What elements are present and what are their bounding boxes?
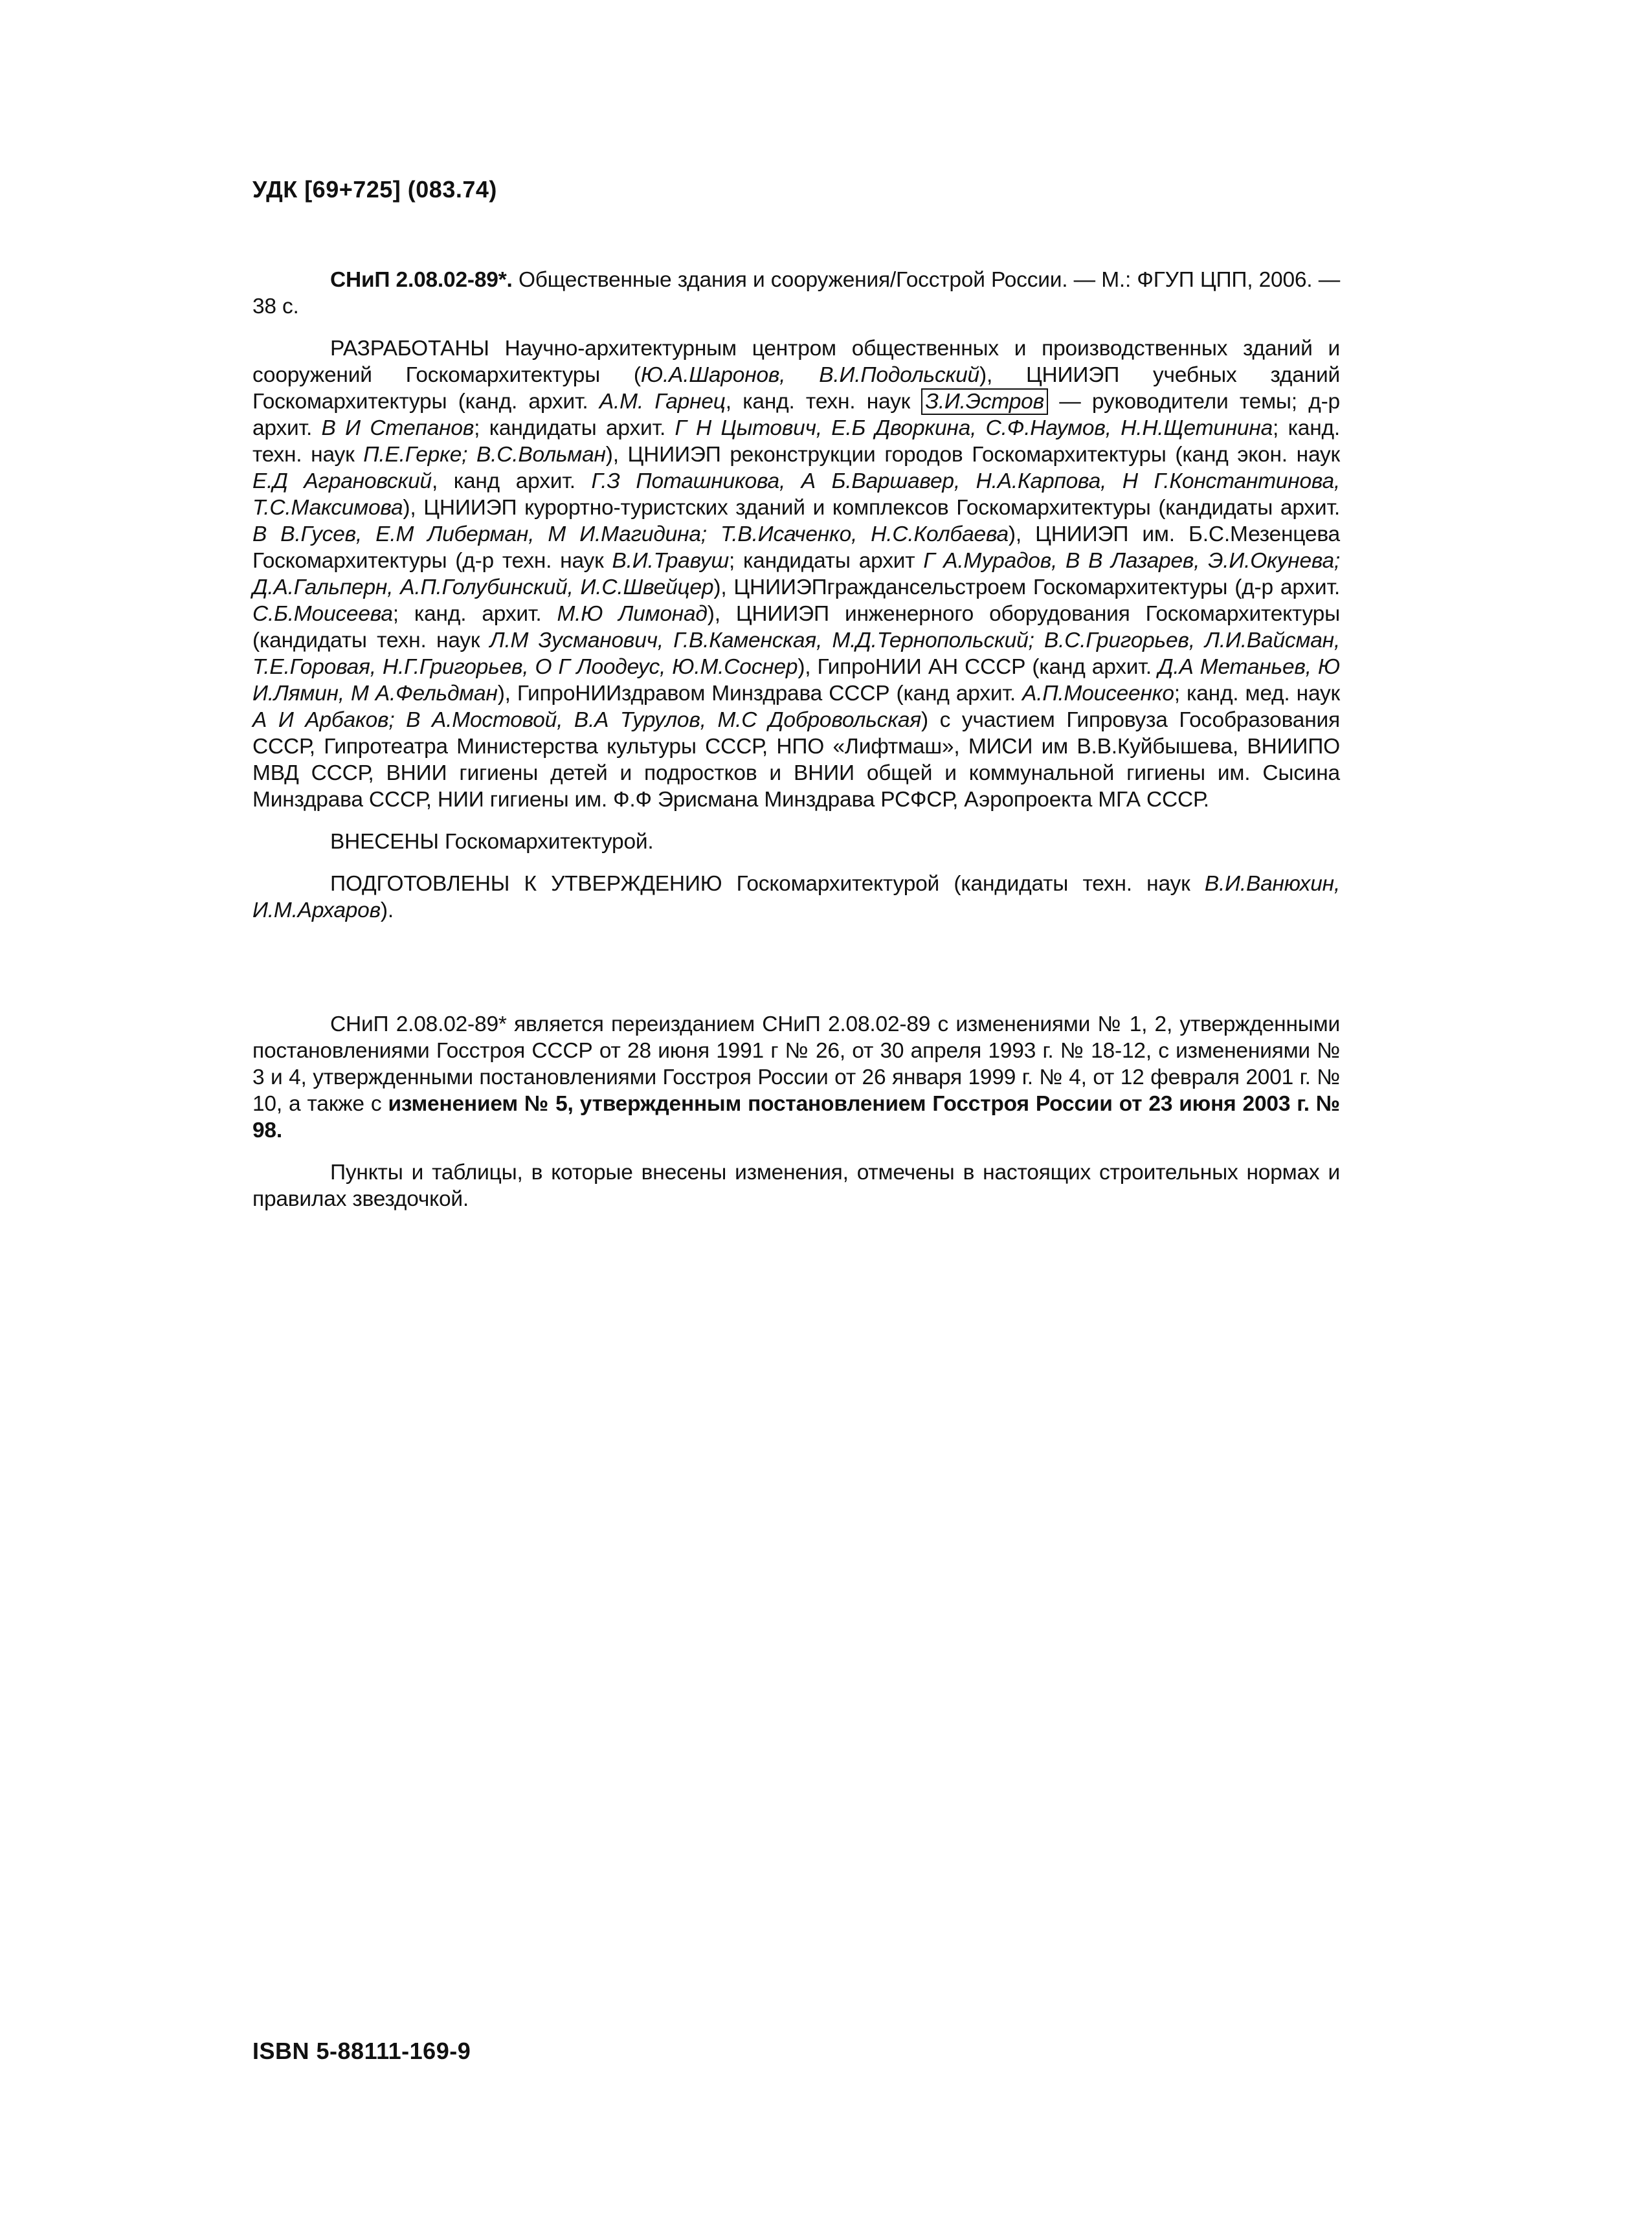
isbn-number: ISBN 5-88111-169-9 (252, 2038, 471, 2064)
text-run: ; канд. техн. наук (252, 416, 1340, 467)
text-run: ), ЦНИИЭП инженерного оборудования Госкомархитектуры (кандидаты техн. наук (252, 602, 1340, 652)
text-run: ; канд. мед. наук (1174, 682, 1341, 706)
developers-paragraph (252, 335, 1340, 813)
author-names: Г.З Поташникова, А Б.Варшавер, Н.А.Карпова, Н Г.Константинова, Т.С.Максимова (252, 469, 1340, 520)
text-run: ПОДГОТОВЛЕНЫ К УТВЕРЖДЕНИЮ Госкомархитектурой (кандидаты техн. наук (330, 872, 1205, 896)
text-run: ), ЦНИИЭПграждансельстроем Госкомархитектуры (д-р архит. (713, 575, 1340, 599)
text-run: ) с участием Гипровуза Гособразования СССР, Гипротеатра Министерства культуры СССР, НПО «Лифтмаш», МИСИ им В.В.Куйбышева, ВНИИПО МВД СССР, ВНИИ гигиены детей и подростков и ВНИИ общей и коммунальной гигиены им. Сысина Минздрава СССР, НИИ гигиены им. Ф.Ф Эрисмана Минздрава РСФСР, Аэропроекта МГА СССР. (252, 708, 1340, 812)
prepared-paragraph (252, 871, 1340, 924)
text-run: ; канд. архит. (392, 602, 557, 626)
text-run: РАЗРАБОТАНЫ Научно-архитектурным центром общественных и производственных зданий и сооружений Госкомархитектуры ( (252, 337, 1340, 387)
text-run: , канд архит. (431, 469, 592, 493)
author-names: Г Н Цытович, Е.Б Дворкина, С.Ф.Наумов, Н.Н.Щетинина (675, 416, 1273, 440)
author-names: В В.Гусев, Е.М Либерман, М И.Магидина; Т.В.Исаченко, Н.С.Колбаева (252, 522, 1009, 546)
reissue-block (252, 1011, 1340, 1228)
text-run: ), ЦНИИЭП реконструкции городов Госкомархитектуры (канд экон. наук (605, 443, 1340, 467)
author-names: С.Б.Моисеева (252, 602, 393, 626)
text-run: ), ЦНИИЭП им. Б.С.Мезенцева Госкомархитектуры (д-р техн. наук (252, 522, 1340, 573)
author-names: Ю.А.Шаронов, В.И.Подольский (640, 363, 979, 387)
author-names: Е.Д Аграновский (252, 469, 432, 493)
text-run: ). (380, 898, 394, 922)
udk-code: УДК [69+725] (083.74) (252, 176, 497, 203)
author-names: Л.М Зусманович, Г.В.Каменская, М.Д.Тернопольский; В.С.Григорьев, Л.И.Вайсман, Т.Е.Горовая, Н.Г.Григорьев, О Г Лоодеус, Ю.М.Соснер (252, 629, 1340, 679)
text-run: ), ЦНИИЭП курортно-туристских зданий и комплексов Госкомархитектуры (кандидаты архит. (403, 496, 1340, 520)
text-run: — руководители темы; д-р архит. (252, 390, 1340, 440)
author-names: В И Степанов (321, 416, 474, 440)
bibliographic-block (252, 267, 1340, 939)
text-run: , канд. техн. наук (725, 390, 922, 414)
reissue-paragraph (252, 1011, 1340, 1144)
author-names: А.М. Гарнец (599, 390, 726, 414)
bibliographic-reference (252, 267, 1340, 320)
text-run: ; кандидаты архит. (474, 416, 675, 440)
snip-code: СНиП 2.08.02-89*. (330, 268, 513, 292)
author-names: В.И.Травуш (612, 549, 729, 573)
introduced-paragraph: ВНЕСЕНЫ Госкомархитектурой. (330, 830, 654, 854)
author-names: А И Арбаков; В А.Мостовой, В.А Турулов, М.С Добровольская (252, 708, 921, 732)
text-run: ), ГипроНИИ АН СССР (канд архит. (798, 655, 1158, 679)
author-names: А.П.Моисеенко (1022, 682, 1174, 706)
text-run: ), ГипроНИИздравом Минздрава СССР (канд архит. (497, 682, 1023, 706)
boxed-author-name: З.И.Эстров (921, 388, 1047, 415)
author-names: Д.А Метаньев, Ю И.Лямин, М А.Фельдман (252, 655, 1340, 706)
text-run: ), ЦНИИЭП учебных зданий Госкомархитектуры (канд. архит. (252, 363, 1341, 414)
text-run: ; кандидаты архит (728, 549, 924, 573)
text-run: СНиП 2.08.02-89* является переизданием СНиП 2.08.02-89 с изменениями № 1, 2, утвержденными постановлениями Госстроя СССР от 28 июня 1991 г № 26, от 30 апреля 1993 г. № 18-12, с изменениями № 3 и 4, утвержденными постановлениями Госстроя России от 26 января 1999 г. № 4, от 12 февраля 2001 г. № 10, а также с (252, 1012, 1340, 1116)
author-names: М.Ю Лимонад (557, 602, 708, 626)
author-names: П.Е.Герке; В.С.Вольман (363, 443, 606, 467)
bold-amendment-text: изменением № 5, утвержденным постановлением Госстроя России от 23 июня 2003 г. № 98. (252, 1092, 1340, 1142)
note-paragraph: Пункты и таблицы, в которые внесены изменения, отмечены в настоящих строительных нормах и правилах звездочкой. (252, 1161, 1340, 1211)
reference-text: Общественные здания и сооружения/Госстрой России. — М.: ФГУП ЦПП, 2006. — 38 с. (252, 268, 1340, 318)
author-names: В.И.Ванюхин, И.М.Архаров (252, 872, 1340, 922)
author-names: Г А.Мурадов, В В Лазарев, Э.И.Окунева; Д.А.Гальперн, А.П.Голубинский, И.С.Швейцер (252, 549, 1340, 599)
